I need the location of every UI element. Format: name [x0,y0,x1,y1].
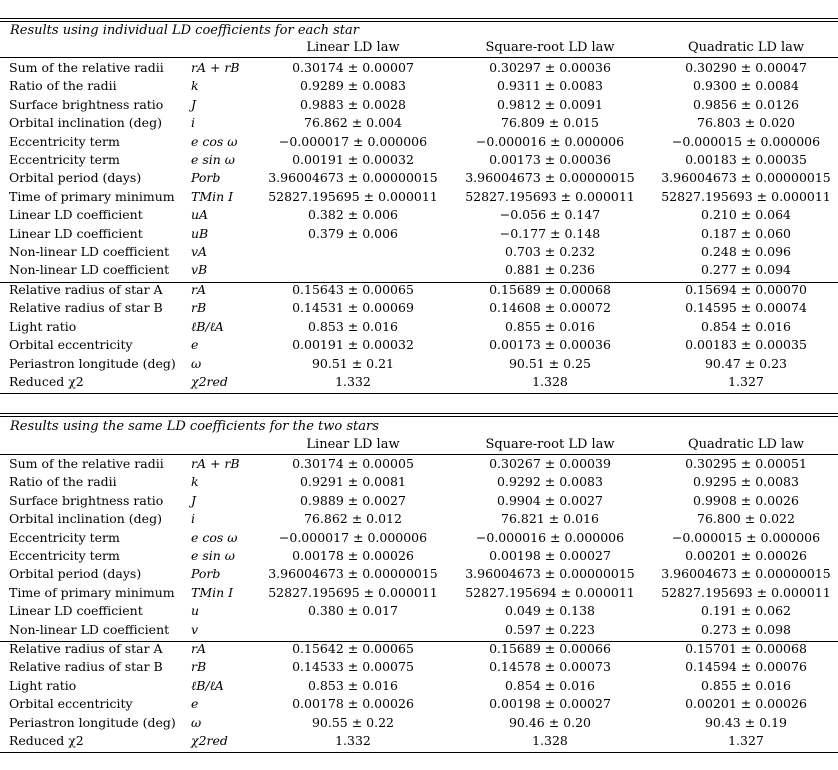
row-value: 1.328 [532,733,568,748]
row-value: 0.00173 ± 0.00036 [489,152,611,167]
row-value: 90.43 ± 0.19 [704,714,788,730]
row-label: Surface brightness ratio [9,492,164,508]
row-value: 90.47 ± 0.23 [704,355,788,371]
row-value: 0.30174 ± 0.00005 [292,456,414,471]
table-2-header-quadratic: Quadratic LD law [687,437,805,452]
row-label: Surface brightness ratio [9,96,164,112]
row-value: 0.15642 ± 0.00065 [292,641,414,656]
table-row [0,659,838,677]
row-label: Orbital period (days) [9,566,142,582]
table-row [0,170,838,188]
row-symbol: i [191,511,195,527]
row-value: 0.14533 ± 0.00075 [292,659,414,675]
table-1-header-sqrt: Square-root LD law [485,40,615,55]
row-value: 3.96004673 ± 0.00000015 [661,566,831,582]
row-symbol: e cos ω [191,133,238,149]
table-row [0,152,838,170]
table-row [0,134,838,152]
row-value: 76.821 ± 0.016 [501,511,599,527]
row-symbol: rB [191,300,207,316]
row-value: 76.862 ± 0.012 [304,511,402,527]
row-value: −0.000016 ± 0.000006 [475,529,625,545]
row-value: 0.14594 ± 0.00076 [685,659,807,675]
row-symbol: rA + rB [191,456,240,471]
table-row [0,715,838,733]
row-value: 0.191 ± 0.062 [701,603,791,619]
row-label: Non-linear LD coefficient [9,621,170,637]
row-value: 52827.195695 ± 0.000011 [268,584,438,600]
table-2-header-linear: Linear LD law [306,437,400,452]
row-value: 0.9883 ± 0.0028 [300,96,406,112]
row-value: 0.049 ± 0.138 [505,603,595,619]
table-row [0,678,838,696]
row-value: 0.00173 ± 0.00036 [489,337,611,353]
row-value: 52827.195693 ± 0.000011 [661,188,831,204]
row-value: 0.9295 ± 0.0083 [693,474,799,490]
row-symbol: u [191,603,200,619]
row-value: 1.332 [335,733,371,748]
row-label: Time of primary minimum [9,188,175,204]
row-label: Non-linear LD coefficient [9,262,170,278]
row-value: 0.15643 ± 0.00065 [292,282,414,297]
row-symbol: J [191,96,197,112]
row-value: 0.30290 ± 0.00047 [685,60,807,75]
table-row [0,733,838,751]
row-symbol: TMin I [191,188,234,204]
table-row [0,456,838,474]
row-value: 0.00178 ± 0.00026 [292,548,414,563]
table-1-header-quadratic: Quadratic LD law [687,40,805,55]
table-row [0,282,838,300]
row-value: 1.327 [728,374,764,389]
table-2-bottom-rule [0,752,838,753]
row-value: 0.9812 ± 0.0091 [497,96,603,112]
table-row [0,337,838,355]
row-symbol: ω [191,355,202,371]
row-value: −0.177 ± 0.148 [499,225,601,241]
row-value: 76.800 ± 0.022 [697,511,795,527]
table-row [0,207,838,225]
row-symbol: i [191,115,195,131]
table-row [0,300,838,318]
row-value: 0.00183 ± 0.00035 [685,337,807,353]
table-row [0,319,838,337]
row-value: 0.30295 ± 0.00051 [685,456,807,471]
row-label: Reduced χ2 [9,374,84,389]
table-1-top-rule [0,18,838,19]
row-value: 0.277 ± 0.094 [701,262,791,278]
row-label: Orbital inclination (deg) [9,511,162,527]
row-value: 0.00191 ± 0.00032 [292,337,414,353]
row-label: Orbital inclination (deg) [9,115,162,131]
row-value: 3.96004673 ± 0.00000015 [465,566,635,582]
row-value: 52827.195693 ± 0.000011 [465,188,635,204]
row-label: Periastron longitude (deg) [9,714,176,730]
row-symbol: ω [191,714,202,730]
row-value: −0.000015 ± 0.000006 [671,133,821,149]
row-symbol: e [191,696,199,712]
row-label: Light ratio [9,318,77,334]
row-label: Linear LD coefficient [9,207,143,223]
table-row [0,97,838,115]
table-2-header-sqrt: Square-root LD law [485,437,615,452]
row-symbol: χ2red [191,374,228,389]
table-2-top-rule-2 [0,416,838,417]
row-symbol: rB [191,659,207,675]
table-row [0,244,838,262]
row-label: Orbital eccentricity [9,696,133,712]
table-row [0,641,838,659]
row-value: 0.14531 ± 0.00069 [292,300,414,316]
row-label: Relative radius of star B [9,659,163,675]
row-value: 0.9856 ± 0.0126 [693,96,799,112]
row-symbol: ℓB/ℓA [191,318,224,334]
row-symbol: ℓB/ℓA [191,677,224,693]
row-value: 0.9311 ± 0.0083 [497,78,603,94]
row-value: 3.96004673 ± 0.00000015 [661,170,831,186]
table-row [0,356,838,374]
row-value: 0.15694 ± 0.00070 [685,282,807,297]
table-1-header-linear: Linear LD law [306,40,400,55]
row-label: Ratio of the radii [9,78,117,94]
row-label: Non-linear LD coefficient [9,244,170,259]
row-value: 1.332 [335,374,371,389]
row-label: Relative radius of star A [9,641,163,656]
row-value: 3.96004673 ± 0.00000015 [465,170,635,186]
table-row [0,115,838,133]
row-value: −0.000017 ± 0.000006 [278,133,428,149]
table-row [0,474,838,492]
row-value: 0.854 ± 0.016 [505,677,595,693]
row-label: Eccentricity term [9,529,120,545]
row-value: −0.000015 ± 0.000006 [671,529,821,545]
row-value: 90.51 ± 0.21 [311,355,395,371]
row-value: 0.30267 ± 0.00039 [489,456,611,471]
row-value: 0.30174 ± 0.00007 [292,60,414,75]
row-label: Relative radius of star B [9,300,163,316]
row-symbol: k [191,474,199,490]
table-row [0,511,838,529]
table-1-top-rule-2 [0,21,838,22]
table-2-header-rule [0,454,838,455]
row-value: 0.881 ± 0.236 [505,262,595,278]
row-value: 90.51 ± 0.25 [508,355,592,371]
row-value: 0.9300 ± 0.0084 [693,78,799,94]
row-symbol: vB [191,262,208,278]
table-row [0,78,838,96]
row-label: Eccentricity term [9,133,120,149]
row-value: 1.327 [728,733,764,748]
row-value: 0.248 ± 0.096 [701,244,791,259]
row-label: Orbital eccentricity [9,337,133,353]
table-row [0,603,838,621]
row-value: 76.809 ± 0.015 [501,115,599,131]
row-value: 3.96004673 ± 0.00000015 [268,170,438,186]
row-value: 0.855 ± 0.016 [505,318,595,334]
table-row [0,622,838,640]
row-value: 0.15701 ± 0.00068 [685,641,807,656]
row-value: 52827.195694 ± 0.000011 [465,584,635,600]
row-symbol: rA [191,641,207,656]
table-1-caption: Results using individual LD coefficients for each star [10,23,359,38]
row-symbol: e [191,337,199,353]
row-value: 0.00178 ± 0.00026 [292,696,414,712]
table-row [0,530,838,548]
row-symbol: e sin ω [191,152,236,167]
row-value: 1.328 [532,374,568,389]
row-value: 0.9889 ± 0.0027 [300,492,406,508]
row-label: Eccentricity term [9,152,120,167]
row-value: 0.382 ± 0.006 [308,207,398,223]
row-value: −0.000017 ± 0.000006 [278,529,428,545]
row-symbol: rA [191,282,207,297]
row-value: 0.9291 ± 0.0081 [300,474,406,490]
row-value: 0.855 ± 0.016 [701,677,791,693]
row-value: 0.187 ± 0.060 [701,225,791,241]
row-value: 0.00191 ± 0.00032 [292,152,414,167]
row-symbol: uB [191,225,209,241]
row-value: 0.380 ± 0.017 [308,603,398,619]
row-value: 0.14595 ± 0.00074 [685,300,807,316]
row-value: −0.056 ± 0.147 [499,207,601,223]
row-value: −0.000016 ± 0.000006 [475,133,625,149]
table-row [0,226,838,244]
row-label: Sum of the relative radii [9,456,164,471]
table-row [0,585,838,603]
row-symbol: e sin ω [191,548,236,563]
row-symbol: TMin I [191,584,234,600]
row-label: Linear LD coefficient [9,603,143,619]
row-label: Linear LD coefficient [9,225,143,241]
row-symbol: J [191,492,197,508]
row-value: 90.55 ± 0.22 [311,714,395,730]
table-row [0,696,838,714]
row-symbol: e cos ω [191,529,238,545]
row-value: 0.9908 ± 0.0026 [693,492,799,508]
table-row [0,60,838,78]
table-row [0,493,838,511]
row-label: Ratio of the radii [9,474,117,490]
row-value: 0.15689 ± 0.00068 [489,282,611,297]
row-label: Relative radius of star A [9,282,163,297]
row-symbol: Porb [191,566,221,582]
row-value: 0.15689 ± 0.00066 [489,641,611,656]
row-value: 0.9292 ± 0.0083 [497,474,603,490]
row-value: 0.00201 ± 0.00026 [685,696,807,712]
row-symbol: uA [191,207,209,223]
row-label: Orbital period (days) [9,170,142,186]
row-label: Time of primary minimum [9,584,175,600]
row-label: Sum of the relative radii [9,60,164,75]
row-symbol: k [191,78,199,94]
row-value: 0.703 ± 0.232 [505,244,595,259]
table-row [0,566,838,584]
row-value: 0.854 ± 0.016 [701,318,791,334]
table-2-top-rule [0,413,838,414]
row-value: 0.00198 ± 0.00027 [489,548,611,563]
row-label: Light ratio [9,677,77,693]
row-value: 0.853 ± 0.016 [308,318,398,334]
row-value: 0.14608 ± 0.00072 [489,300,611,316]
row-value: 0.273 ± 0.098 [701,621,791,637]
row-symbol: v [191,621,199,637]
table-row [0,374,838,392]
row-value: 0.00183 ± 0.00035 [685,152,807,167]
row-value: 0.30297 ± 0.00036 [489,60,611,75]
row-value: 76.803 ± 0.020 [697,115,795,131]
row-value: 3.96004673 ± 0.00000015 [268,566,438,582]
row-symbol: χ2red [191,733,228,748]
row-label: Periastron longitude (deg) [9,355,176,371]
row-value: 0.9904 ± 0.0027 [497,492,603,508]
row-label: Reduced χ2 [9,733,84,748]
row-value: 0.14578 ± 0.00073 [489,659,611,675]
row-value: 0.210 ± 0.064 [701,207,791,223]
row-value: 76.862 ± 0.004 [304,115,402,131]
row-value: 52827.195695 ± 0.000011 [268,188,438,204]
row-symbol: Porb [191,170,221,186]
row-value: 90.46 ± 0.20 [508,714,592,730]
row-label: Eccentricity term [9,548,120,563]
row-symbol: rA + rB [191,60,240,75]
table-row [0,262,838,280]
row-value: 0.9289 ± 0.0083 [300,78,406,94]
row-value: 0.379 ± 0.006 [308,225,398,241]
row-symbol: vA [191,244,208,259]
row-value: 0.00201 ± 0.00026 [685,548,807,563]
row-value: 0.853 ± 0.016 [308,677,398,693]
row-value: 0.597 ± 0.223 [505,621,595,637]
table-1-bottom-rule [0,393,838,394]
row-value: 52827.195693 ± 0.000011 [661,584,831,600]
table-2-caption: Results using the same LD coefficients for the two stars [10,419,379,434]
table-row [0,189,838,207]
table-1-header-rule [0,57,838,58]
table-row [0,548,838,566]
row-value: 0.00198 ± 0.00027 [489,696,611,712]
